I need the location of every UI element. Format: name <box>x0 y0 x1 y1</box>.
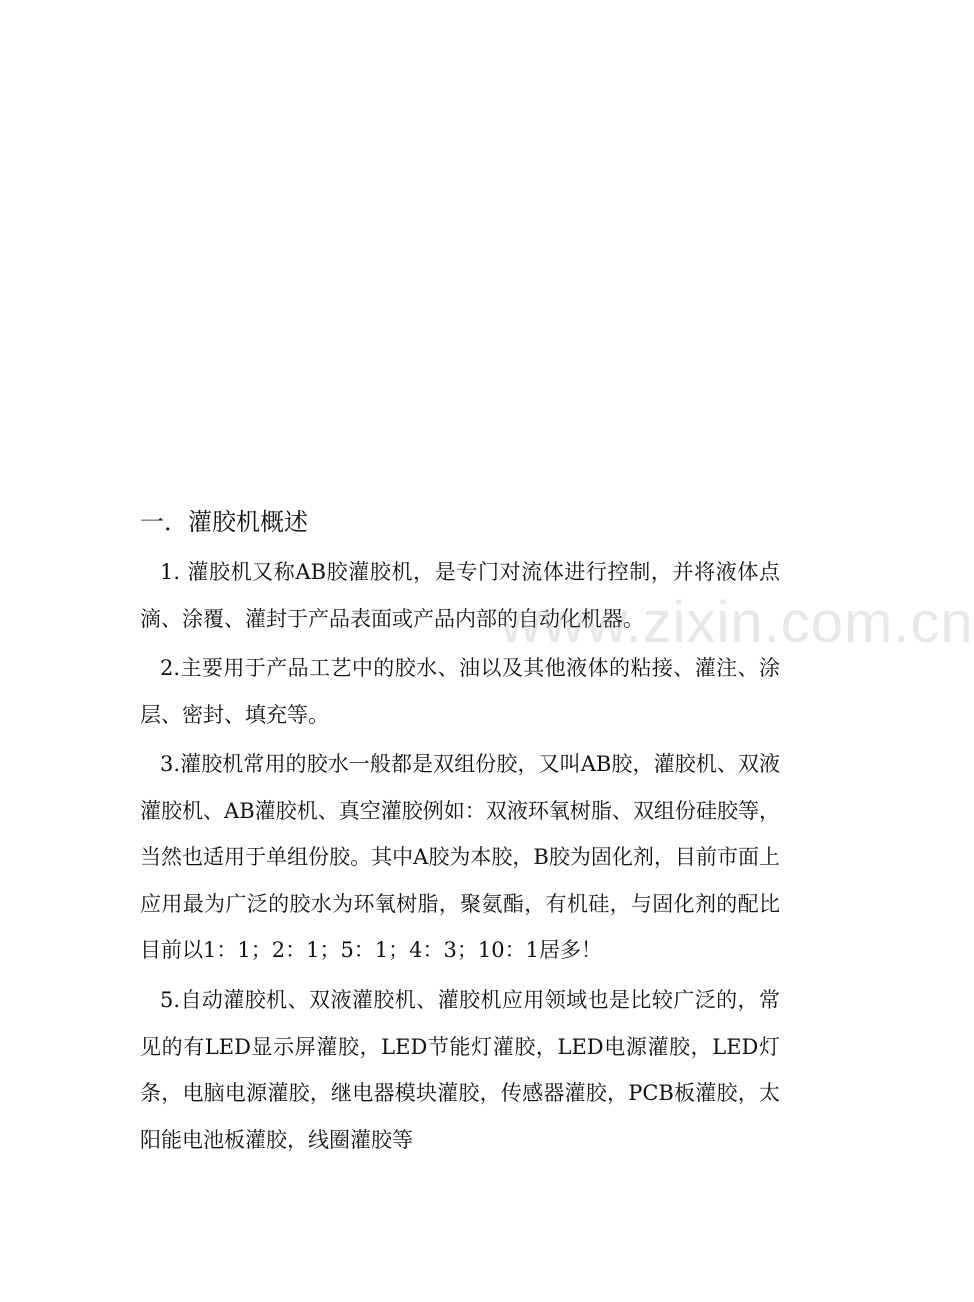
watermark: www.zixin.com.cn <box>500 590 974 655</box>
section-heading: 一．灌胶机概述 <box>140 508 308 536</box>
paragraph-3: 3.灌胶机常用的胶水一般都是双组份胶，又叫AB胶，灌胶机、双液灌胶机、AB灌胶机、真空灌胶例如：双液环氧树脂、双组份硅胶等，当然也适用于单组份胶。其中A胶为本胶，B胶为固化剂，目前市面上应用最为广泛的胶水为环氧树脂，聚氨酯，有机硅，与固化剂的配比目前以1：1；2：1；5：1；4：3；10：1居多！ <box>140 752 780 962</box>
paragraph-2: 2.主要用于产品工艺中的胶水、油以及其他液体的粘接、灌注、涂层、密封、填充等。 <box>140 656 780 727</box>
paragraph-1: 1. 灌胶机又称AB胶灌胶机，是专门对流体进行控制，并将液体点滴、涂覆、灌封于产品表面或产品内部的自动化机器。 <box>140 560 780 631</box>
paragraph-4: 5.自动灌胶机、双液灌胶机、灌胶机应用领域也是比较广泛的，常见的有LED显示屏灌胶，LED节能灯灌胶，LED电源灌胶，LED灯条，电脑电源灌胶，继电器模块灌胶，传感器灌胶，PCB板灌胶，太阳能电池板灌胶，线圈灌胶等 <box>140 988 780 1152</box>
